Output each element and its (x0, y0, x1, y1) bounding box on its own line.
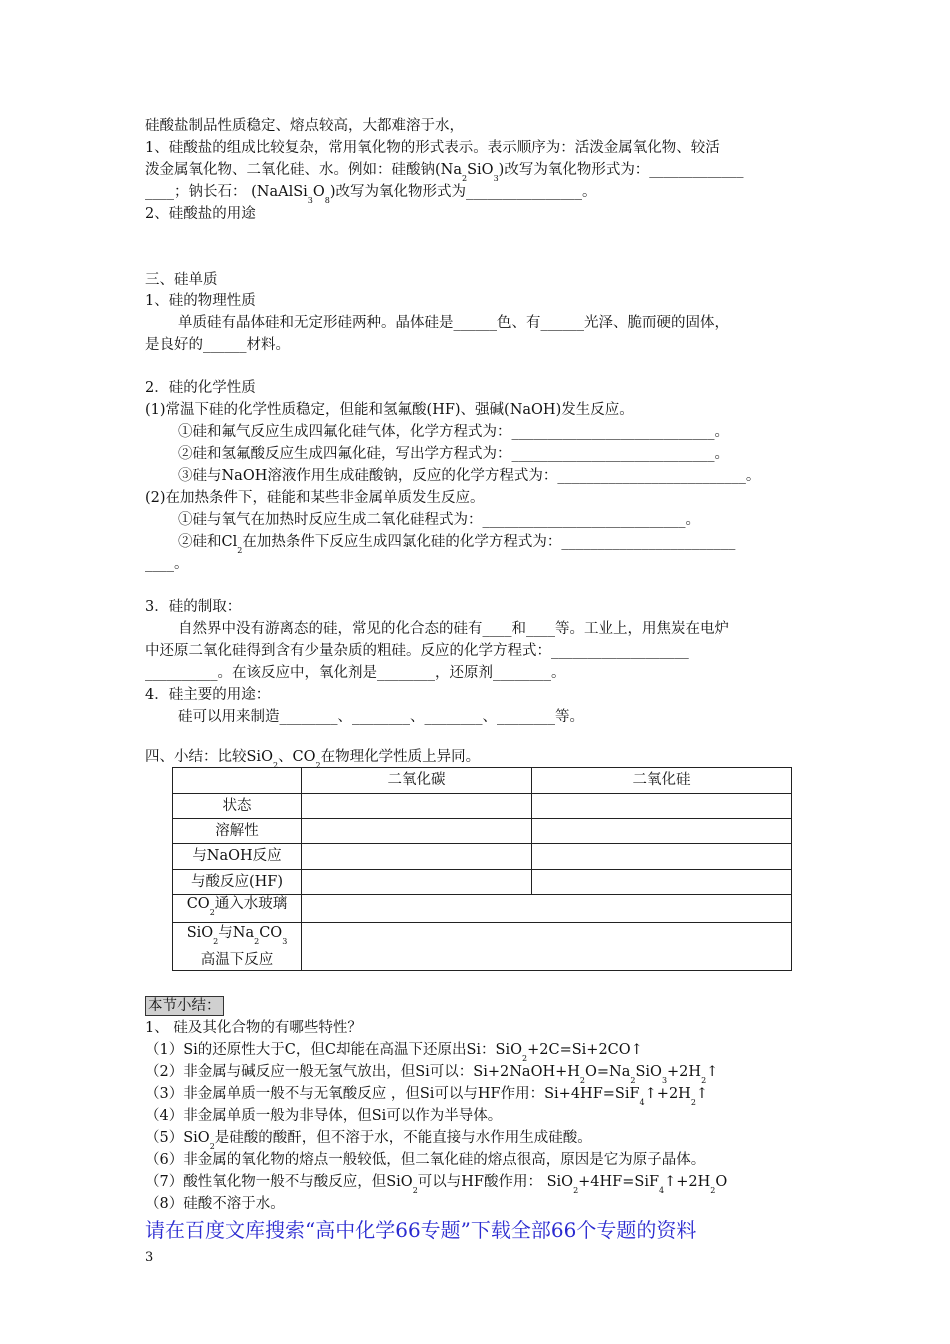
text-line: 2、硅酸盐的用途 (145, 206, 256, 222)
text-line: ①硅与氧气在加热时反应生成二氧化硅程式为：____________________________。 (178, 512, 700, 528)
text-line: 自然界中没有游离态的硅，常见的化合态的硅有____和____等。工业上，用焦炭在电炉 (178, 621, 729, 637)
table-cell (532, 844, 792, 870)
text-line: ②硅和$Cl_2$在加热条件下反应生成四氯化硅的化学方程式为：________________________ (178, 534, 736, 555)
table-row-label: 与酸反应(HF) (173, 870, 302, 895)
table-row-label: 状态 (173, 794, 302, 819)
table-row-label: 与NaOH反应 (173, 844, 302, 870)
text-line: （6）非金属的氧化物的熔点一般较低，但二氧化硅的熔点很高，原因是它为原子晶体。 (145, 1152, 706, 1168)
promo-text: 请在百度文库搜索“高中化学66专题”下载全部66个专题的资料 (145, 1218, 697, 1242)
text-line: 1、硅酸盐的组成比较复杂，常用氧化物的形式表示。表示顺序为：活泼金属氧化物、较活 (145, 140, 720, 156)
text-line: （2）非金属与碱反应一般无氢气放出，但Si可以：$Si+2NaOH+H_2O=Na_2SiO_3+2H_2↑$ (145, 1064, 719, 1085)
text-line: 1、硅的物理性质 (145, 293, 256, 309)
table-header-blank (173, 768, 302, 794)
text-line: （7）酸性氧化物一般不与酸反应，但SiO$_2$可以与HF酸作用： $SiO_2+4HF=SiF_4↑+2H_2O$ (145, 1174, 728, 1195)
table-cell (302, 844, 532, 870)
text-line: 四、小结：比较SiO$_2$、$CO_2$在物理化学性质上异同。 (145, 749, 481, 770)
text-line: 3．硅的制取： (145, 599, 242, 615)
text-line: （8）硅酸不溶于水。 (145, 1196, 285, 1212)
table-cell (302, 819, 532, 844)
comparison-table (172, 767, 792, 971)
text-line: ①硅和氟气反应生成四氟化硅气体，化学方程式为：____________________________。 (178, 424, 729, 440)
table-cell (532, 870, 792, 895)
text-line: ②硅和氢氟酸反应生成四氟化硅，写出学方程式为：____________________________。 (178, 446, 729, 462)
text-line: 单质硅有晶体硅和无定形硅两种。晶体硅是______色、有______光泽、脆而硬的固体， (178, 315, 729, 331)
table-cell (302, 870, 532, 895)
text-line: （1）Si的还原性大于C，但C却能在高温下还原出Si：SiO$_2$+2C=Si+2CO↑ (145, 1042, 643, 1063)
table-cell (302, 895, 792, 923)
table-cell (302, 794, 532, 819)
table-header-co2: 二氧化碳 (302, 768, 532, 794)
text-line: 中还原二氧化硅得到含有少量杂质的粗硅。反应的化学方程式：___________________ (145, 643, 689, 659)
summary-box-label: 本节小结： (145, 996, 224, 1016)
text-line: （3）非金属单质一般不与无氧酸反应 ，但Si可以与HF作用：$Si+4HF=SiF_4↑+2H_2↑$ (145, 1086, 709, 1107)
table-cell (302, 923, 792, 971)
text-line: ____。 (145, 556, 189, 572)
text-line: 1、 硅及其化合物的有哪些特性？ (145, 1020, 362, 1036)
table-cell (532, 794, 792, 819)
table-row-label: 溶解性 (173, 819, 302, 844)
table-cell (532, 819, 792, 844)
text-line: ____；钠长石： $(NaAlSi_3O_8)$改写为氧化物形式为________________。 (145, 184, 597, 205)
text-line: （4）非金属单质一般为非导体，但Si可以作为半导体。 (145, 1108, 503, 1124)
text-line: 是良好的______材料。 (145, 337, 290, 353)
table-header-sio2: 二氧化硅 (532, 768, 792, 794)
text-line: （5）SiO$_2$是硅酸的酸酐，但不溶于水，不能直接与水作用生成硅酸。 (145, 1130, 592, 1151)
text-line: 硅可以用来制造________、________、________、________等。 (178, 709, 584, 725)
text-line: 2．硅的化学性质 (145, 380, 256, 396)
text-line: (2)在加热条件下，硅能和某些非金属单质发生反应。 (145, 490, 485, 506)
page-number: 3 (145, 1250, 154, 1265)
text-line: (1)常温下硅的化学性质稳定，但能和氢氟酸(HF)、强碱(NaOH)发生反应。 (145, 402, 634, 418)
text-line: __________。在该反应中，氧化剂是________，还原剂________。 (145, 665, 566, 681)
section-heading: 三、硅单质 (145, 272, 218, 288)
text-line: 硅酸盐制品性质稳定、熔点较高，大都难溶于水， (145, 118, 464, 134)
text-line: 泼金属氧化物、二氧化硅、水。例如：硅酸钠$(Na_2SiO_3)$改写为氧化物形式为：_____________ (145, 162, 744, 183)
text-line: ③硅与NaOH溶液作用生成硅酸钠，反应的化学方程式为：__________________________。 (178, 468, 761, 484)
table-row-label: SiO$_2$与$Na_2CO_3$ 高温下反应 (173, 923, 302, 971)
text-line: 4．硅主要的用途： (145, 687, 271, 703)
table-row-label: $CO_2$通入水玻璃 (173, 895, 302, 923)
